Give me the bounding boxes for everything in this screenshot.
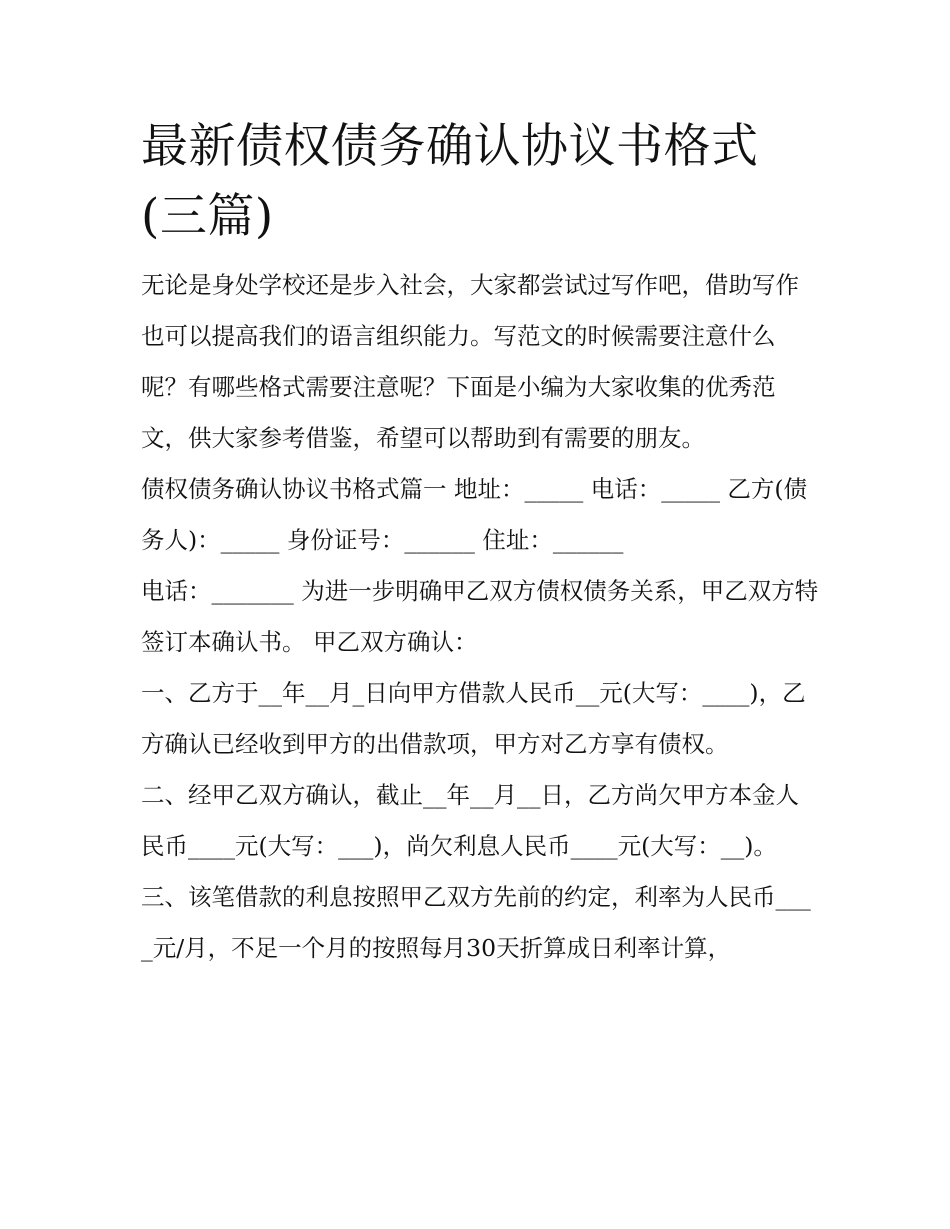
document-title-line-2: (三篇) <box>141 189 274 244</box>
document-page <box>141 112 821 974</box>
document-title <box>141 112 821 252</box>
clause-1-paragraph: 一、乙方于__年__月_日向甲方借款人民币__元(大写：____)，乙方确认已经收到甲方的出借款项，甲方对乙方享有债权。 <box>141 679 806 758</box>
party-info-paragraph: 债权债务确认协议书格式篇一 地址：_____ 电话：_____ 乙方(债务人)：_____ 身份证号：______ 住址：______ <box>141 475 808 554</box>
intro-paragraph: 无论是身处学校还是步入社会，大家都尝试过写作吧，借助写作也可以提高我们的语言组织能力。写范文的时候需要注意什么呢？有哪些格式需要注意呢？下面是小编为大家收集的优秀范文，供大家参考借鉴，希望可以帮助到有需要的朋友。 <box>141 271 799 452</box>
clause-2-paragraph: 二、经甲乙双方确认，截止__年__月__日，乙方尚欠甲方本金人民币____元(大写：___)，尚欠利息人民币____元(大写：__)。 <box>141 781 799 860</box>
clause-3-paragraph: 三、该笔借款的利息按照甲乙双方先前的约定，利率为人民币____元/月，不足一个月的按照每月30天折算成日利率计算， <box>141 883 811 962</box>
purpose-paragraph: 电话：_______ 为进一步明确甲乙双方债权债务关系，甲乙双方特签订本确认书。 甲乙双方确认： <box>141 577 819 656</box>
document-title-line-1: 最新债权债务确认协议书格式 <box>141 119 759 174</box>
